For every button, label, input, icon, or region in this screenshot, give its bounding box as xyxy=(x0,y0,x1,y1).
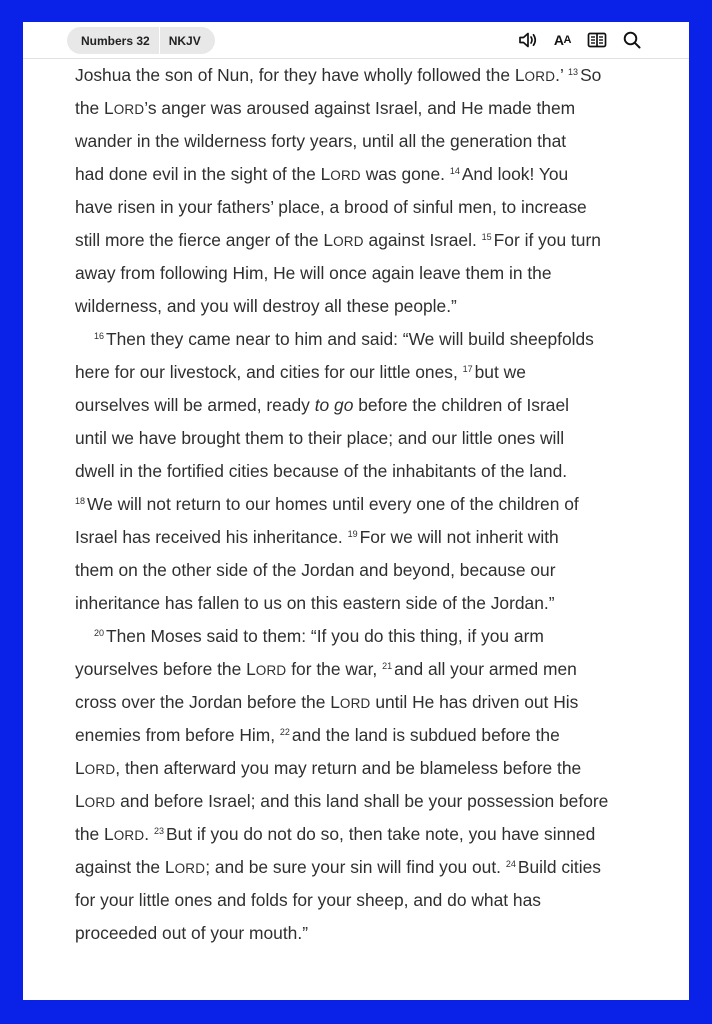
lord-small-caps: ORD xyxy=(524,69,556,84)
verse-number[interactable]: 16 xyxy=(94,331,105,341)
text-line xyxy=(75,818,675,851)
text-line xyxy=(75,785,675,818)
text-line xyxy=(75,158,675,191)
italic-text: to go xyxy=(314,395,354,415)
verse-text: So xyxy=(580,65,602,85)
text-line xyxy=(75,620,675,653)
version-button[interactable]: NKJV xyxy=(168,33,201,48)
verse-number[interactable]: 24 xyxy=(505,859,516,869)
verse-text: dwell in the fortified cities because of the inhabitants of the land. xyxy=(75,461,568,481)
text-line xyxy=(75,851,675,884)
verse-text: Then Moses said to them: “If you do this thing, if you arm xyxy=(106,626,544,646)
verse-text: ourselves will be armed, ready xyxy=(75,395,315,415)
verse-text: and all your armed men xyxy=(394,659,577,679)
lord-small-caps: ORD xyxy=(255,663,287,678)
verse-number[interactable]: 15 xyxy=(481,232,492,242)
verse-text: still more the fierce anger of the L xyxy=(75,230,334,250)
verse-text: And look! You xyxy=(461,164,569,184)
text-line xyxy=(75,884,675,917)
verse-text: proceeded out of your mouth.” xyxy=(75,923,308,943)
text-line xyxy=(75,125,675,158)
verse-text: For we will not inherit with xyxy=(359,527,559,547)
text-line xyxy=(75,224,675,257)
text-line xyxy=(75,92,675,125)
lord-small-caps: ORD xyxy=(113,102,145,117)
verse-number[interactable]: 17 xyxy=(462,364,473,374)
verse-text: until He has driven out His xyxy=(370,692,579,712)
verse-text: L xyxy=(75,791,85,811)
text-line xyxy=(75,719,675,752)
verse-number[interactable]: 19 xyxy=(347,529,358,539)
lord-small-caps: ORD xyxy=(113,828,145,843)
text-line xyxy=(75,422,675,455)
text-size-icon[interactable] xyxy=(554,30,571,50)
verse-text: , then afterward you may return and be blameless before the xyxy=(115,758,582,778)
verse-text: the L xyxy=(75,98,114,118)
search-icon[interactable] xyxy=(623,30,641,50)
text-line xyxy=(75,191,675,224)
verse-text: have risen in your fathers’ place, a brood of sinful men, to increase xyxy=(75,197,587,217)
verse-number[interactable]: 23 xyxy=(153,826,164,836)
text-line xyxy=(75,653,675,686)
verse-text: for the war, xyxy=(286,659,383,679)
verse-text: until we have brought them to their place; and our little ones will xyxy=(75,428,565,448)
verse-text: here for our livestock, and cities for our little ones, xyxy=(75,362,463,382)
verse-text: for your little ones and folds for your sheep, and do what has xyxy=(75,890,541,910)
verse-text: and the land is subdued before the xyxy=(291,725,560,745)
verse-number[interactable]: 21 xyxy=(382,661,393,671)
verse-number[interactable]: 18 xyxy=(75,496,86,506)
verse-text: Build cities xyxy=(517,857,601,877)
verse-text: against Israel. xyxy=(363,230,482,250)
text-line xyxy=(75,257,675,290)
verse-text: away from following Him, He will once again leave them in the xyxy=(75,263,552,283)
top-toolbar xyxy=(23,22,689,59)
speaker-icon[interactable] xyxy=(518,30,538,50)
verse-text: before the children of Israel xyxy=(353,395,569,415)
text-line xyxy=(75,488,675,521)
verse-number[interactable]: 22 xyxy=(279,727,290,737)
verse-text: For if you turn xyxy=(493,230,601,250)
verse-text: L xyxy=(75,758,85,778)
text-line xyxy=(75,455,675,488)
text-line xyxy=(75,917,675,950)
verse-text: inheritance has fallen to us on this eastern side of the Jordan.” xyxy=(75,593,555,613)
verse-number[interactable]: 13 xyxy=(568,67,579,77)
verse-text: .’ xyxy=(555,65,569,85)
text-line xyxy=(75,356,675,389)
text-line xyxy=(75,521,675,554)
text-line xyxy=(75,686,675,719)
verse-text: them on the other side of the Jordan and beyond, because our xyxy=(75,560,556,580)
book-chapter-button[interactable]: Numbers 32 xyxy=(81,33,150,48)
text-line xyxy=(75,290,675,323)
verse-text: enemies from before Him, xyxy=(75,725,280,745)
text-line xyxy=(75,389,675,422)
book-icon[interactable] xyxy=(587,30,607,50)
verse-text: against the L xyxy=(75,857,175,877)
verse-text: was gone. xyxy=(360,164,450,184)
verse-text: wander in the wilderness forty years, until all the generation that xyxy=(75,131,567,151)
verse-text: We will not return to our homes until every one of the children of xyxy=(87,494,579,514)
text-size-small-letter: A xyxy=(563,34,571,46)
verse-text: But if you do not do so, then take note, you have sinned xyxy=(165,824,596,844)
toolbar-icons xyxy=(518,30,641,50)
verse-text: Joshua the son of Nun, for they have wholly followed the L xyxy=(75,65,525,85)
verse-number[interactable]: 14 xyxy=(449,166,460,176)
lord-small-caps: ORD xyxy=(174,861,206,876)
verse-text: ’s anger was aroused against Israel, and He made them xyxy=(144,98,576,118)
text-line xyxy=(75,752,675,785)
verse-text: wilderness, and you will destroy all these people.” xyxy=(75,296,457,316)
verse-text: Then they came near to him and said: “We will build sheepfolds xyxy=(106,329,594,349)
lord-small-caps: ORD xyxy=(330,168,361,183)
text-line xyxy=(75,323,675,356)
reader-screen xyxy=(23,22,689,1000)
reference-pill xyxy=(67,27,215,54)
verse-text: cross over the Jordan before the L xyxy=(75,692,340,712)
lord-small-caps: ORD xyxy=(333,234,364,249)
text-line xyxy=(75,554,675,587)
verse-text: and before Israel; and this land shall be your possession before xyxy=(115,791,609,811)
verse-text: ; and be sure your sin will find you out. xyxy=(205,857,506,877)
verse-text: . xyxy=(144,824,154,844)
verse-text: but we xyxy=(474,362,526,382)
text-size-large-letter: A xyxy=(553,32,564,48)
scripture-text xyxy=(75,59,675,950)
lord-small-caps: ORD xyxy=(339,696,371,711)
lord-small-caps: ORD xyxy=(84,795,116,810)
verse-text: the L xyxy=(75,824,114,844)
verse-text: had done evil in the sight of the L xyxy=(75,164,331,184)
text-line xyxy=(75,587,675,620)
lord-small-caps: ORD xyxy=(84,762,116,777)
verse-text: yourselves before the L xyxy=(75,659,256,679)
verse-text: Israel has received his inheritance. xyxy=(75,527,348,547)
text-line xyxy=(75,59,675,92)
verse-number[interactable]: 20 xyxy=(94,628,105,638)
